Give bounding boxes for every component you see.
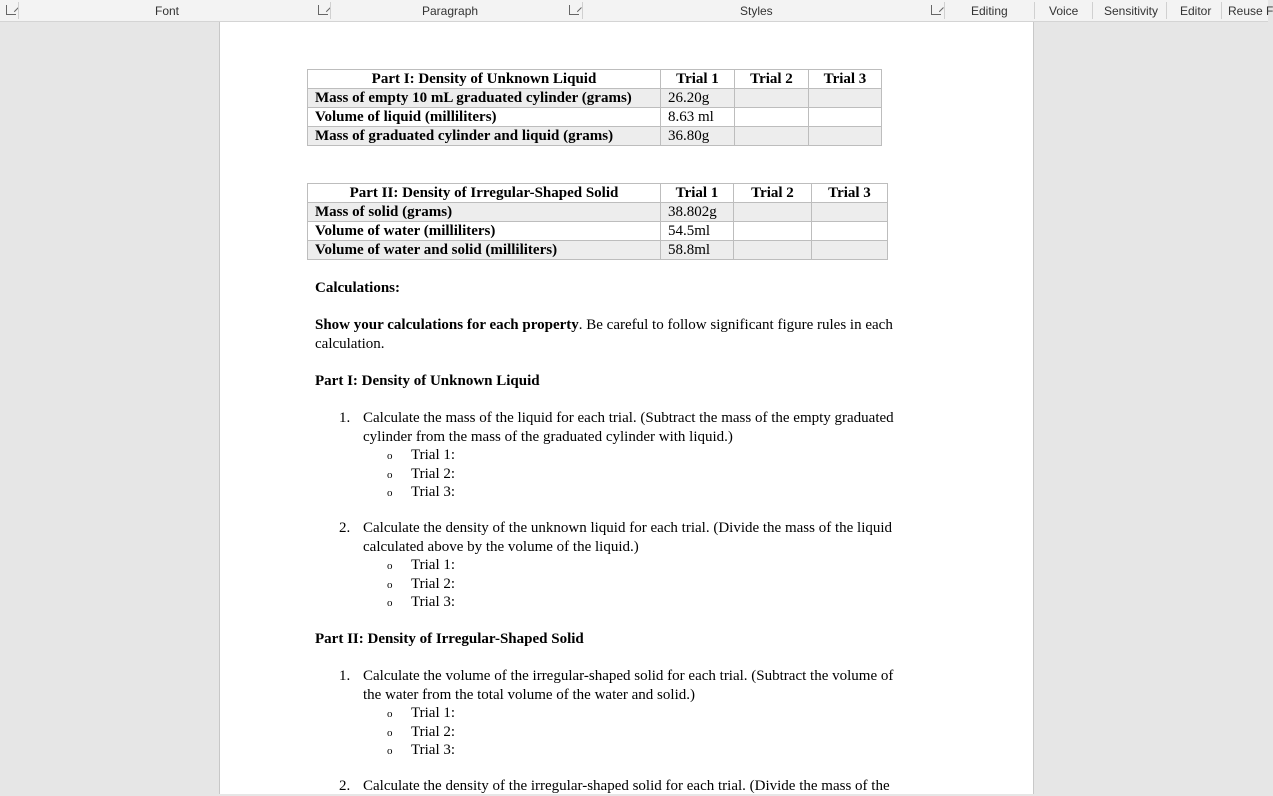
instructions-bold: Show your calculations for each property bbox=[315, 317, 579, 333]
table-cell[interactable]: 26.20g bbox=[661, 89, 735, 108]
table-cell[interactable] bbox=[812, 222, 888, 241]
ribbon-separator bbox=[582, 2, 583, 19]
table-header-row bbox=[308, 70, 882, 89]
table-row bbox=[308, 241, 888, 260]
list-number: 2. bbox=[339, 778, 351, 794]
table-cell[interactable] bbox=[809, 89, 882, 108]
ribbon-group-styles: Styles bbox=[740, 4, 773, 18]
ribbon-group-paragraph: Paragraph bbox=[422, 4, 479, 18]
list-item bbox=[363, 519, 892, 557]
list-item-line1: Calculate the density of the unknown liquid for each trial. (Divide the mass of the liquid bbox=[363, 520, 893, 536]
font-dialog-launcher-icon[interactable] bbox=[318, 5, 328, 15]
table-header-row bbox=[308, 184, 888, 203]
ribbon-separator bbox=[1221, 2, 1222, 19]
table-cell[interactable] bbox=[734, 203, 812, 222]
table-cell[interactable] bbox=[812, 203, 888, 222]
table-cell[interactable]: 58.8ml bbox=[661, 241, 734, 260]
table-cell[interactable]: Volume of water (milliliters) bbox=[308, 222, 661, 241]
list-item-line2: calculated above by the volume of the liquid.) bbox=[363, 539, 639, 555]
ribbon-group-voice[interactable]: Voice bbox=[1049, 4, 1079, 18]
table-header: Trial 3 bbox=[812, 184, 888, 203]
table-cell[interactable]: 8.63 ml bbox=[661, 108, 735, 127]
ribbon-group-font: Font bbox=[155, 4, 180, 18]
trial-line: Trial 1: bbox=[411, 557, 456, 573]
ribbon-separator bbox=[1166, 2, 1167, 19]
trial-line: Trial 1: bbox=[411, 705, 456, 721]
bullet-icon: o bbox=[387, 597, 393, 609]
table-header: Trial 1 bbox=[661, 70, 735, 89]
list-item-line2: cylinder from the mass of the graduated cylinder with liquid.) bbox=[363, 429, 733, 445]
table-row bbox=[308, 203, 888, 222]
ribbon-separator bbox=[1092, 2, 1093, 19]
table-header: Part I: Density of Unknown Liquid bbox=[308, 70, 661, 89]
paragraph-dialog-launcher-icon[interactable] bbox=[569, 5, 579, 15]
ribbon-group-sensitivity[interactable]: Sensitivity bbox=[1104, 4, 1159, 18]
ribbon-separator bbox=[18, 2, 19, 19]
table-cell[interactable]: Mass of graduated cylinder and liquid (grams) bbox=[308, 127, 661, 146]
bullet-icon: o bbox=[387, 579, 393, 591]
table-row bbox=[308, 222, 888, 241]
table-cell[interactable] bbox=[734, 241, 812, 260]
table-cell[interactable]: Mass of solid (grams) bbox=[308, 203, 661, 222]
bullet-icon: o bbox=[387, 450, 393, 462]
bullet-icon: o bbox=[387, 487, 393, 499]
table-cell[interactable] bbox=[735, 108, 809, 127]
ribbon-separator bbox=[330, 2, 331, 19]
trial-line: Trial 1: bbox=[411, 447, 456, 463]
bullet-icon: o bbox=[387, 560, 393, 572]
list-item-line1: Calculate the mass of the liquid for each trial. (Subtract the mass of the empty graduated bbox=[363, 410, 894, 426]
table-cell[interactable] bbox=[735, 127, 809, 146]
ribbon-separator bbox=[944, 2, 945, 19]
list-item bbox=[363, 777, 890, 796]
table-cell[interactable] bbox=[809, 127, 882, 146]
list-number: 2. bbox=[339, 520, 351, 536]
table-cell[interactable]: Volume of liquid (milliliters) bbox=[308, 108, 661, 127]
table-row bbox=[308, 127, 882, 146]
bullet-icon: o bbox=[387, 727, 393, 739]
table-row bbox=[308, 89, 882, 108]
ribbon-group-editor[interactable]: Editor bbox=[1180, 4, 1212, 18]
trial-line: Trial 2: bbox=[411, 724, 456, 740]
trial-line: Trial 3: bbox=[411, 742, 456, 758]
list-item-line1: Calculate the density of the irregular-shaped solid for each trial. (Divide the mass of the bbox=[363, 778, 890, 794]
table-header: Trial 2 bbox=[734, 184, 812, 203]
list-item-line1: Calculate the volume of the irregular-shaped solid for each trial. (Subtract the volume of bbox=[363, 668, 894, 684]
part2-heading: Part II: Density of Irregular-Shaped Solid bbox=[315, 631, 584, 647]
ribbon-group-labels bbox=[0, 0, 1273, 22]
table-cell[interactable]: 38.802g bbox=[661, 203, 734, 222]
table-cell[interactable] bbox=[812, 241, 888, 260]
calculations-heading: Calculations: bbox=[315, 280, 401, 296]
table-row bbox=[308, 108, 882, 127]
table-cell[interactable] bbox=[735, 89, 809, 108]
instructions-text: . Be careful to follow significant figure rules in each bbox=[578, 317, 893, 333]
trial-line: Trial 2: bbox=[411, 576, 456, 592]
table-cell[interactable]: Mass of empty 10 mL graduated cylinder (grams) bbox=[308, 89, 661, 108]
styles-dialog-launcher-icon[interactable] bbox=[931, 5, 941, 15]
liquid-density-table[interactable] bbox=[307, 69, 882, 146]
instructions-paragraph bbox=[315, 316, 955, 354]
bullet-icon: o bbox=[387, 708, 393, 720]
table-cell[interactable] bbox=[734, 222, 812, 241]
table-cell[interactable]: Volume of water and solid (milliliters) bbox=[308, 241, 661, 260]
table-header: Trial 3 bbox=[809, 70, 882, 89]
table-cell[interactable]: 54.5ml bbox=[661, 222, 734, 241]
document-page[interactable] bbox=[219, 22, 1034, 794]
table-cell[interactable] bbox=[809, 108, 882, 127]
instructions-text-line2: calculation. bbox=[315, 336, 385, 352]
list-item bbox=[363, 409, 894, 447]
trial-line: Trial 3: bbox=[411, 594, 456, 610]
trial-line: Trial 3: bbox=[411, 484, 456, 500]
table-header: Trial 2 bbox=[735, 70, 809, 89]
list-item bbox=[363, 667, 893, 705]
list-number: 1. bbox=[339, 668, 351, 684]
list-number: 1. bbox=[339, 410, 351, 426]
table-cell[interactable]: 36.80g bbox=[661, 127, 735, 146]
ribbon-group-reuse-files[interactable]: Reuse F bbox=[1228, 4, 1273, 18]
part1-heading: Part I: Density of Unknown Liquid bbox=[315, 373, 540, 389]
ribbon-separator bbox=[1034, 2, 1035, 19]
trial-line: Trial 2: bbox=[411, 466, 456, 482]
bullet-icon: o bbox=[387, 469, 393, 481]
clipboard-dialog-launcher-icon[interactable] bbox=[6, 5, 16, 15]
solid-density-table[interactable] bbox=[307, 183, 888, 260]
table-header: Trial 1 bbox=[661, 184, 734, 203]
table-header: Part II: Density of Irregular-Shaped Solid bbox=[308, 184, 661, 203]
bullet-icon: o bbox=[387, 745, 393, 757]
ribbon-group-editing[interactable]: Editing bbox=[971, 4, 1008, 18]
list-item-line2: the water from the total volume of the water and solid.) bbox=[363, 687, 695, 703]
